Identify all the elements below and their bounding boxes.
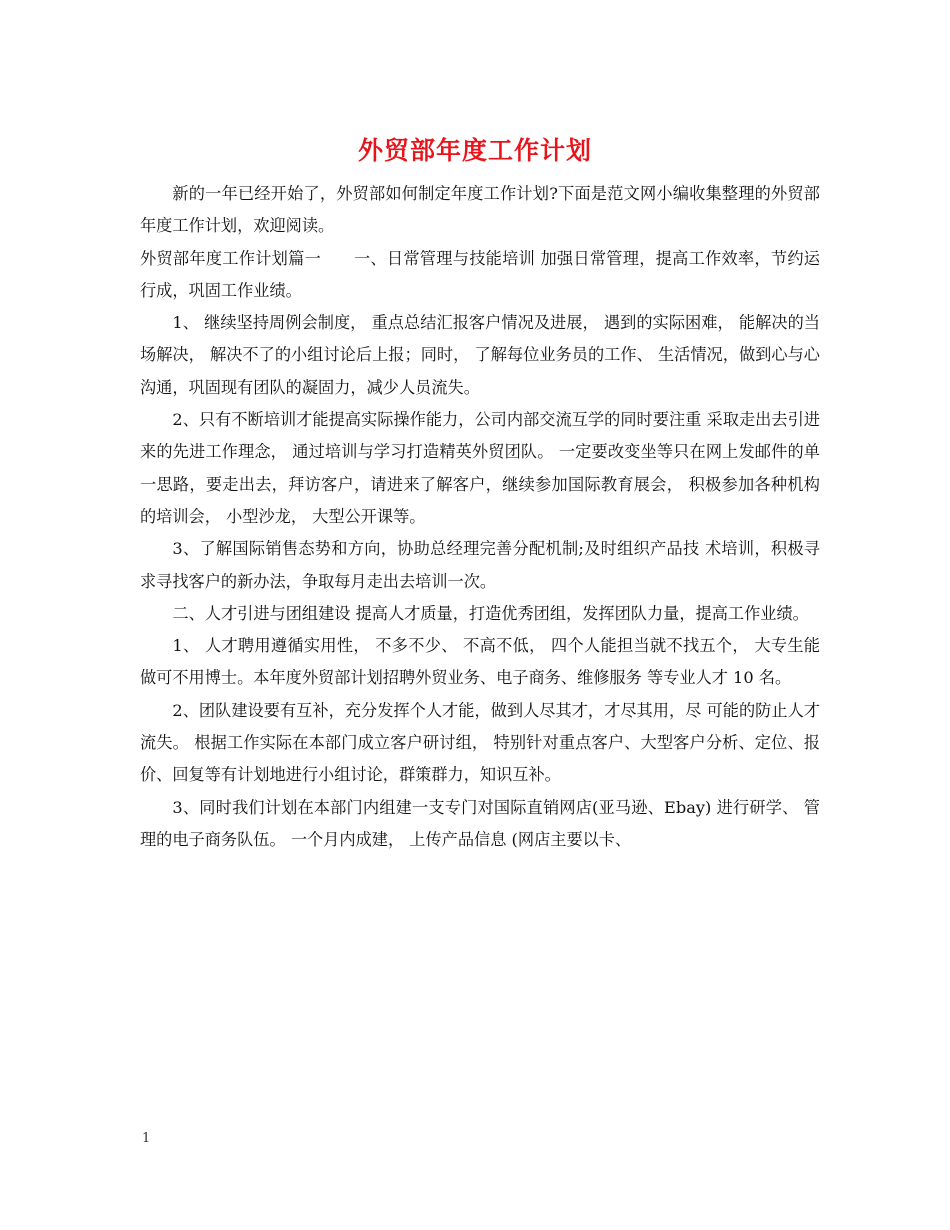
paragraph-intro: 新的一年已经开始了，外贸部如何制定年度工作计划?下面是范文网小编收集整理的外贸部年度工作计划，欢迎阅读。 <box>140 184 820 236</box>
paragraph-item-2-3: 3、同时我们计划在本部门内组建一支专门对国际直销网店(亚马逊、Ebay) 进行研学、 管理的电子商务队伍。 一个月内成建， 上传产品信息 (网店主要以卡、 <box>140 797 820 849</box>
paragraph-item-2-2: 2、团队建设要有互补，充分发挥个人才能，做到人尽其才，才尽其用，尽 可能的防止人才流失。 根据工作实际在本部门成立客户研讨组， 特别针对重点客户、大型客户分析、定位、报价、回复等有计划地进行小组讨论，群策群力，知识互补。 <box>140 700 820 785</box>
paragraph-section-1-heading: 外贸部年度工作计划篇一 一、日常管理与技能培训 加强日常管理，提高工作效率，节约运行成，巩固工作业绩。 <box>140 248 820 300</box>
paragraph-item-2-1: 1、 人才聘用遵循实用性， 不多不少、 不高不低， 四个人能担当就不找五个， 大专生能做可不用博士。本年度外贸部计划招聘外贸业务、电子商务、维修服务 等专业人才 10 名。 <box>140 636 820 688</box>
page-number: 1 <box>142 1131 151 1146</box>
paragraph-item-1-2: 2、只有不断培训才能提高实际操作能力，公司内部交流互学的同时要注重 采取走出去引进来的先进工作理念， 通过培训与学习打造精英外贸团队。 一定要改变坐等只在网上发邮件的单一思路，要走出去，拜访客户，请进来了解客户，继续参加国际教育展会， 积极参加各种机构的培训会， 小型沙龙， 大型公开课等。 <box>140 410 820 526</box>
document-body <box>140 178 820 856</box>
paragraph-section-2-heading: 二、人才引进与团组建设 提高人才质量，打造优秀团组，发挥团队力量，提高工作业绩。 <box>172 603 809 623</box>
paragraph-item-1-3: 3、了解国际销售态势和方向，协助总经理完善分配机制;及时组织产品技 术培训，积极寻求寻找客户的新办法，争取每月走出去培训一次。 <box>140 539 820 591</box>
document-title: 外贸部年度工作计划 <box>357 136 592 165</box>
paragraph-item-1-1: 1、 继续坚持周例会制度， 重点总结汇报客户情况及进展， 遇到的实际困难， 能解决的当场解决， 解决不了的小组讨论后上报；同时， 了解每位业务员的工作、 生活情况，做到心与心沟通，巩固现有团队的凝固力，减少人员流失。 <box>140 313 820 397</box>
